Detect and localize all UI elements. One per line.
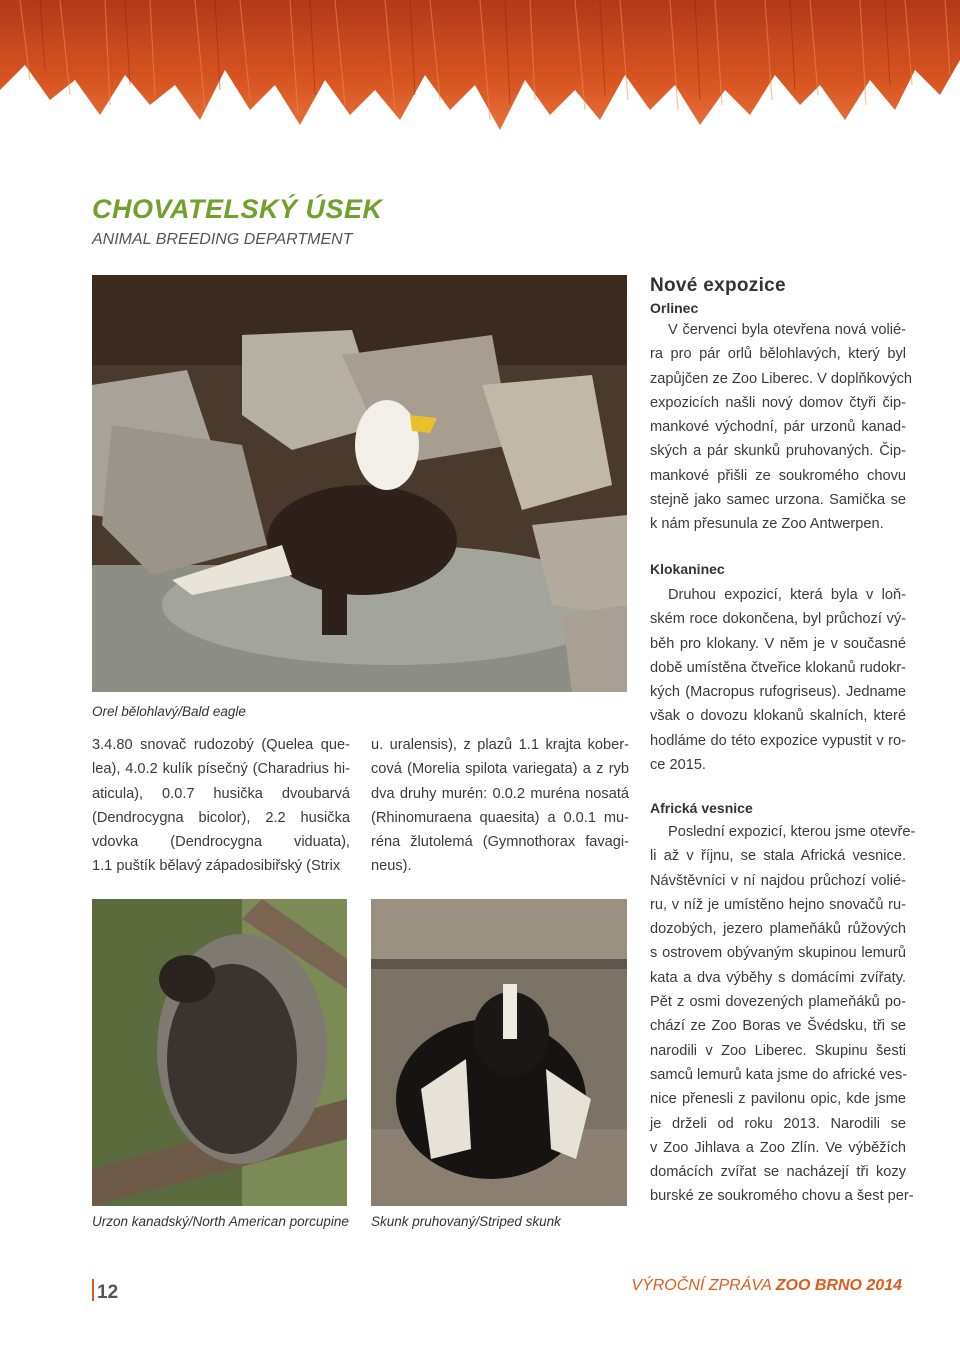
text-line: s ostrovem obývaným skupinou lemurů — [650, 945, 906, 962]
text-line: ce 2015. — [650, 757, 706, 774]
skunk-caption: Skunk pruhovaný/Striped skunk — [371, 1214, 561, 1229]
africka-vesnice-heading: Africká vesnice — [650, 800, 753, 816]
species-line: u. uralensis), z plazů 1.1 krajta kober- — [371, 737, 629, 753]
text-line: ském roce dokončena, byl průchozí vý- — [650, 611, 906, 628]
text-line: nice přenesli z pavilonu opic, kde jsme — [650, 1091, 906, 1108]
page-number-value: 12 — [97, 1282, 119, 1303]
text-line: Druhou expozicí, která byla v loň- — [668, 587, 906, 603]
text-line: li až v říjnu, se stala Africká vesnice. — [650, 848, 906, 865]
species-line: aticula), 0.0.7 husička dvoubarvá — [92, 785, 350, 802]
text-line: zapůjčen ze Zoo Liberec. V doplňkových — [650, 370, 913, 387]
text-line: ru, v níž je umístěno hejno snovačů ru- — [650, 896, 906, 913]
text-line: kých (Macropus rufogriseus). Jedname — [650, 684, 906, 701]
thatch-header-image — [0, 0, 960, 140]
species-line: (Dendrocygna bicolor), 2.2 husička — [92, 809, 350, 826]
orlinec-paragraph — [650, 318, 913, 537]
orlinec-heading: Orlinec — [650, 300, 699, 316]
text-line: je drželi od roku 2013. Narodili se — [650, 1115, 906, 1132]
report-label: VÝROČNÍ ZPRÁVA — [631, 1277, 772, 1294]
porcupine-photo — [92, 899, 347, 1206]
section-title: CHOVATELSKÝ ÚSEK — [92, 194, 383, 224]
text-line: narodili v Zoo Liberec. Skupinu šesti — [650, 1042, 906, 1059]
species-line: lea), 4.0.2 kulík písečný (Charadrius hi- — [92, 761, 350, 778]
text-line: k nám přesunula ze Zoo Antwerpen. — [650, 516, 884, 533]
text-line: chází ze Zoo Boras ve Švédsku, tři se — [650, 1018, 906, 1035]
text-line: v Zoo Jihlava a Zoo Zlín. Ve výběžích — [650, 1139, 906, 1156]
porcupine-caption: Urzon kanadský/North American porcupine — [92, 1214, 349, 1229]
text-line: V červenci byla otevřena nová volié- — [668, 322, 906, 338]
species-line: neus). — [371, 858, 412, 875]
text-line: expozicích našli nový domov čtyři čip- — [650, 394, 906, 411]
text-line: Poslední expozicí, kterou jsme otevře- — [668, 824, 916, 840]
bald-eagle-photo — [92, 275, 627, 692]
skunk-photo — [371, 899, 627, 1206]
species-line: 3.4.80 snovač rudozobý (Quelea que- — [92, 737, 350, 753]
text-line: ských a pár skunků pruhovaných. Čip- — [650, 443, 906, 460]
text-line: dozobých, jezero plameňáků růžových — [650, 921, 906, 938]
text-line: hodláme do této expozice vypustit v ro- — [650, 732, 906, 749]
species-list-mid — [371, 733, 629, 879]
species-line: 1.1 puštík bělavý západosibiřský (Strix — [92, 858, 341, 875]
text-line: samců lemurů kata jsme do africké ves- — [650, 1066, 908, 1083]
text-line: domácích zvířat se nacházejí tři kozy — [650, 1164, 906, 1181]
species-line: cová (Morelia spilota variegata) a z ryb — [371, 761, 629, 778]
page-number — [92, 1279, 118, 1304]
text-line: Pět z osmi dovezených plameňáků po- — [650, 994, 906, 1011]
klokaninec-heading: Klokaninec — [650, 561, 725, 577]
text-line: ra pro pár orlů bělohlavých, který byl — [650, 346, 906, 363]
text-line: běh pro klokany. V něm je v současné — [650, 635, 906, 652]
report-footer — [631, 1277, 902, 1295]
species-line: réna žlutolemá (Gymnothorax favagi- — [371, 834, 629, 851]
section-subtitle: ANIMAL BREEDING DEPARTMENT — [92, 231, 353, 248]
text-line: stejně jako samec urzona. Samička se — [650, 492, 906, 509]
text-line: však o dovozu klokanů skalních, které — [650, 708, 906, 725]
new-exhibits-heading: Nové expozice — [650, 275, 786, 296]
species-line: dva druhy murén: 0.0.2 muréna nosatá — [371, 785, 629, 802]
species-list-left — [92, 733, 350, 879]
text-line: době umístěna čtveřice klokanů rudokr- — [650, 659, 906, 676]
eagle-caption: Orel bělohlavý/Bald eagle — [92, 704, 246, 719]
text-line: mankové přišli ze soukromého chovu — [650, 467, 906, 484]
text-line: Návštěvníci v ní najdou průchozí volié- — [650, 872, 906, 889]
africka-vesnice-paragraph — [650, 820, 916, 1209]
report-brand: ZOO BRNO 2014 — [775, 1277, 902, 1294]
text-line: mankové východní, pár urzonů kanad- — [650, 419, 906, 436]
text-line: burské ze soukromého chovu a šest per- — [650, 1188, 914, 1205]
species-line: vdovka (Dendrocygna viduata), — [92, 834, 350, 851]
klokaninec-paragraph — [650, 583, 906, 777]
text-line: kata a dva výběhy s domácími zvířaty. — [650, 969, 906, 986]
page-number-bar — [92, 1279, 94, 1301]
species-line: (Rhinomuraena quaesita) a 0.0.1 mu- — [371, 809, 629, 826]
